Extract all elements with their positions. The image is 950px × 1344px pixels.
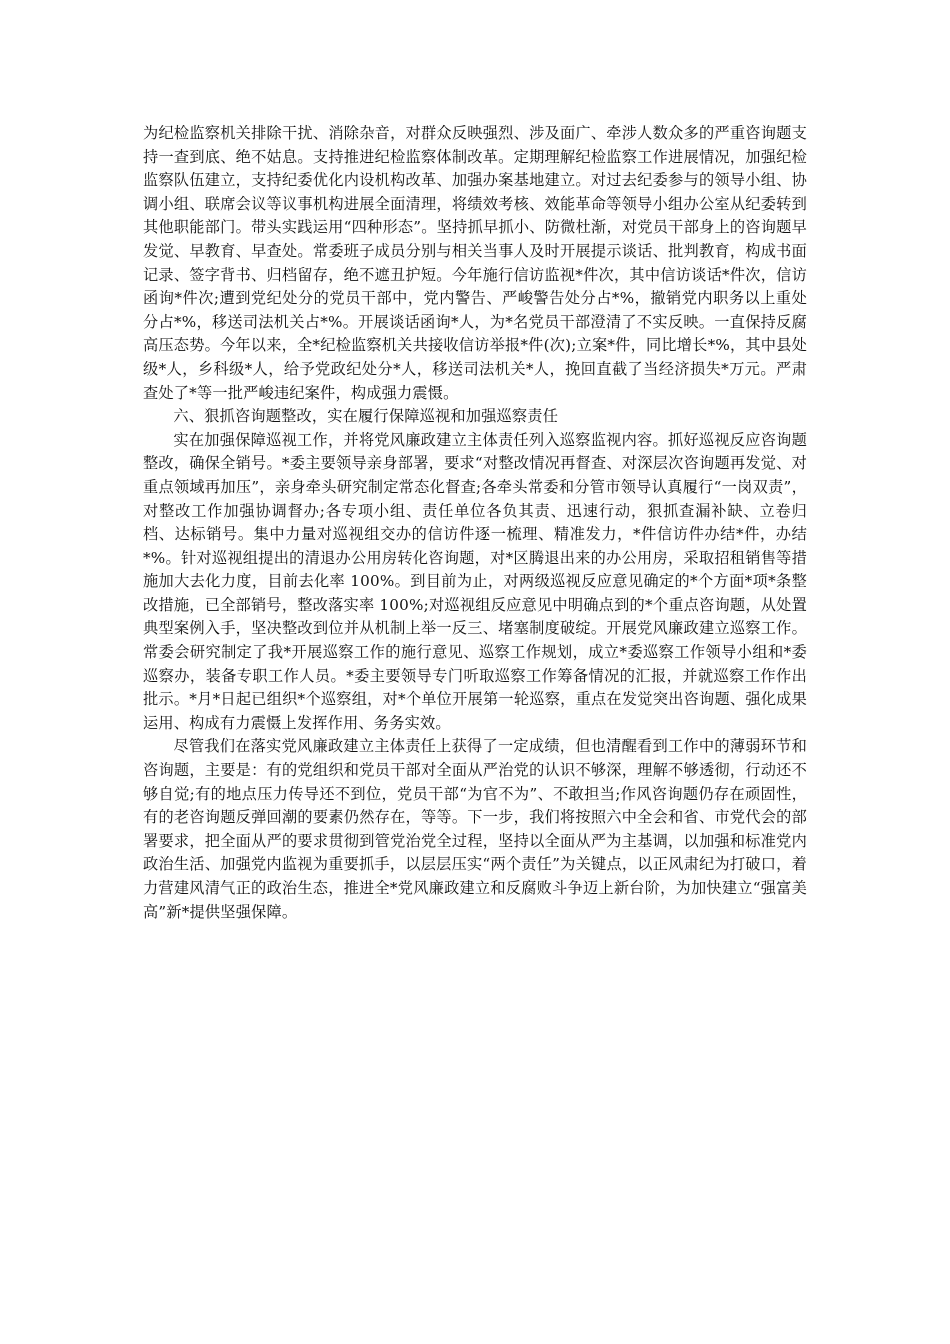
paragraph-conclusion: 尽管我们在落实党风廉政建立主体责任上获得了一定成绩，但也清醒看到工作中的薄弱环节和咨询题，主要是：有的党组织和党员干部对全面从严治党的认识不够深，理解不够透彻，行动还不够自觉;有的地点压力传导还不到位，党员干部“为官不为”、不敢担当;作风咨询题仍存在顽固性，有的老咨询题反弹回潮的要素仍然存在，等等。下一步，我们将按照六中全会和省、市党代会的部署要求，把全面从严的要求贯彻到管党治党全过程，坚持以全面从严为主基调，以加强和标准党内政治生活、加强党内监视为重要抓手，以层层压实“两个责任”为关键点，以正风肃纪为打破口，着力营建风清气正的政治生态，推进全*党风廉政建立和反腐败斗争迈上新台阶，为加快建立“强富美高”新*提供坚强保障。: [143, 737, 807, 921]
section-heading-six: 六、狠抓咨询题整改，实在履行保障巡视和加强巡察责任: [173, 407, 559, 426]
paragraph-discipline-inspection: 为纪检监察机关排除干扰、消除杂音，对群众反映强烈、涉及面广、牵涉人数众多的严重咨询题支持一查到底、绝不姑息。支持推进纪检监察体制改革。定期理解纪检监察工作进展情况，加强纪检监察队伍建立，支持纪委优化内设机构改革、加强办案基地建立。对过去纪委参与的领导小组、协调小组、联席会议等议事机构进展全面清理，将绩效考核、效能革命等领导小组办公室从纪委转到其他职能部门。带头实践运用“四种形态”。坚持抓早抓小、防微杜渐，对党员干部身上的咨询题早发觉、早教育、早查处。常委班子成员分别与相关当事人及时开展提示谈话、批判教育，构成书面记录、签字背书、归档留存，绝不遮丑护短。今年施行信访监视*件次，其中信访谈话*件次，信访函询*件次;遭到党纪处分的党员干部中，党内警告、严峻警告处分占*%，撤销党内职务以上重处分占*%，移送司法机关占*%。开展谈话函询*人，为*名党员干部澄清了不实反映。一直保持反腐高压态势。今年以来，全*纪检监察机关共接收信访举报*件(次);立案*件，同比增长*%，其中县处级*人，乡科级*人，给予党政纪处分*人，移送司法机关*人，挽回直截了当经济损失*万元。严肃查处了*等一批严峻违纪案件，构成强力震慑。: [143, 124, 807, 402]
document-body: [143, 122, 807, 924]
paragraph-inspection-rectification: 实在加强保障巡视工作，并将党风廉政建立主体责任列入巡察监视内容。抓好巡视反应咨询题整改，确保全销号。*委主要领导亲身部署，要求“对整改情况再督查、对深层次咨询题再发觉、对重点领域再加压”，亲身牵头研究制定常态化督查;各牵头常委和分管市领导认真履行“一岗双责”，对整改工作加强协调督办;各专项小组、责任单位各负其责、迅速行动，狠抓查漏补缺、立卷归档、达标销号。集中力量对巡视组交办的信访件逐一梳理、精准发力，*件信访件办结*件，办结*%。针对巡视组提出的清退办公用房转化咨询题，对*区腾退出来的办公用房，采取招租销售等措施加大去化力度，目前去化率 100%。到目前为止，对两级巡视反应意见确定的*个方面*项*条整改措施，已全部销号，整改落实率 100%;对巡视组反应意见中明确点到的*个重点咨询题，从处置典型案例入手，坚决整改到位并从机制上举一反三、堵塞制度破绽。开展党风廉政建立巡察工作。常委会研究制定了我*开展巡察工作的施行意见、巡察工作规划，成立*委巡察工作领导小组和*委巡察办，装备专职工作人员。*委主要领导专门听取巡察工作筹备情况的汇报，并就巡察工作作出批示。*月*日起已组织*个巡察组，对*个单位开展第一轮巡察，重点在发觉突出咨询题、强化成果运用、构成有力震慑上发挥作用、务务实效。: [143, 430, 807, 732]
